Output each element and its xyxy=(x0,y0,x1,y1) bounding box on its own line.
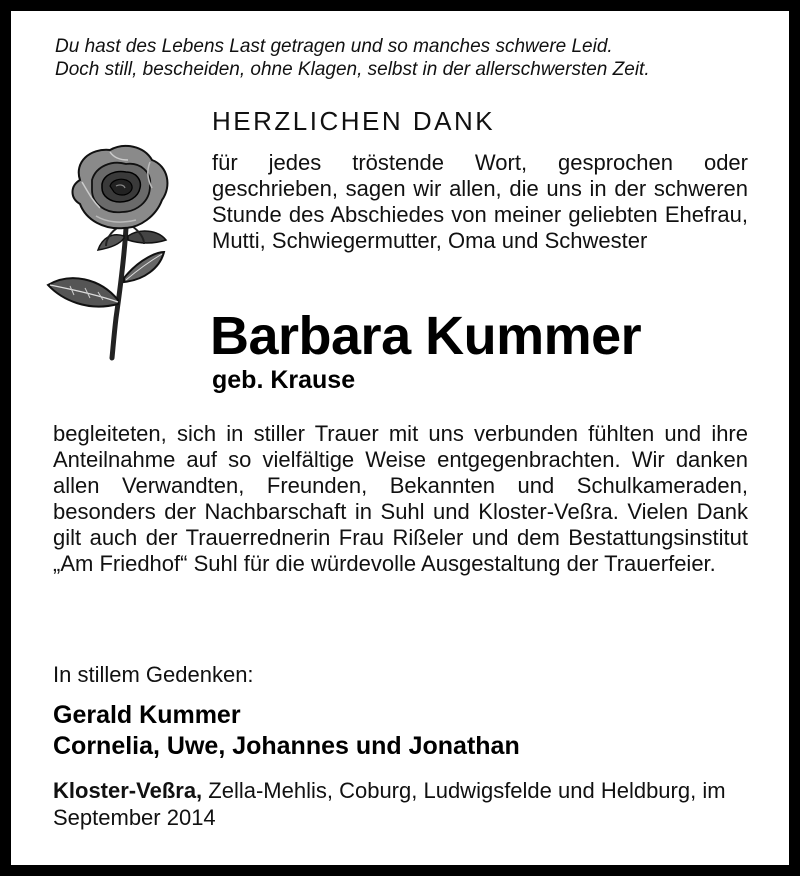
signers xyxy=(53,700,520,762)
poem-line: Du hast des Lebens Last getragen und so manches schwere Leid. xyxy=(55,36,613,57)
place-rest: Zella-Mehlis, Coburg, Ludwigsfelde und Heldburg, im September 2014 xyxy=(53,778,726,830)
rose-icon xyxy=(40,140,190,365)
deceased-name: Barbara Kummer xyxy=(210,306,642,366)
place-town: Kloster-Veßra, xyxy=(53,778,203,803)
poem xyxy=(55,35,755,81)
body-text: begleiteten, sich in stiller Trauer mit uns verbunden fühlten und ihre Anteilnahme auf so vielfältige Weise entgegenbrachten. Wir danken allen Verwandten, Freunden, Bekannten und Schulkameraden, besonders der Nachbarschaft in Suhl und Kloster-Veßra. Vielen Dank gilt auch der Trauerrednerin Frau Rißeler und dem Bestattungsinstitut „Am Friedhof“ Suhl für die würdevolle Ausgestaltung der Trauerfeier. xyxy=(53,421,748,576)
poem-line: Doch still, bescheiden, ohne Klagen, selbst in der allerschwersten Zeit. xyxy=(55,59,650,80)
signer: Cornelia, Uwe, Johannes und Jonathan xyxy=(53,732,520,760)
signer: Gerald Kummer xyxy=(53,701,241,729)
intro-text: für jedes tröstende Wort, gesprochen oder geschrieben, sagen wir allen, die uns in der schweren Stunde des Abschiedes von meiner geliebten Ehefrau, Mutti, Schwiegermutter, Oma und Schwester xyxy=(212,150,748,253)
maiden-name: geb. Krause xyxy=(212,366,356,394)
heading: HERZLICHEN DANK xyxy=(212,106,496,136)
place-date xyxy=(53,777,753,831)
closing-line: In stillem Gedenken: xyxy=(53,662,254,687)
